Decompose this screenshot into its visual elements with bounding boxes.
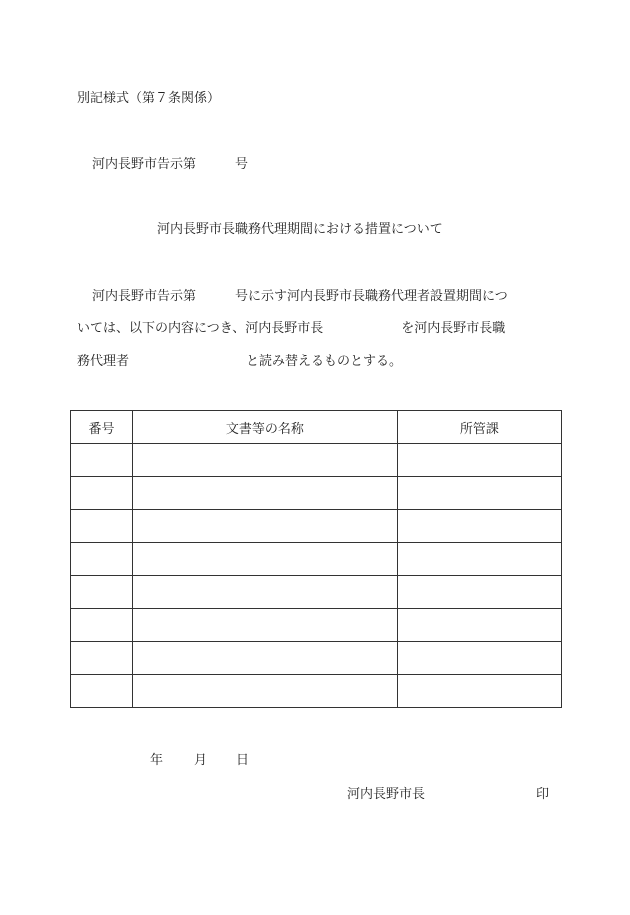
table-cell-document-name <box>133 609 398 642</box>
table-row <box>71 477 562 510</box>
table-header-row <box>71 411 562 444</box>
document-title: 河内長野市長職務代理期間における措置について <box>157 222 443 237</box>
table-cell-department <box>397 444 561 477</box>
table-cell-department <box>397 609 561 642</box>
table-cell-number <box>71 510 133 543</box>
table-cell-document-name <box>133 675 398 708</box>
document-list-table <box>70 410 562 708</box>
date-month-label: 月 <box>194 753 208 768</box>
table-cell-number <box>71 675 133 708</box>
table-row <box>71 576 562 609</box>
table-cell-department <box>397 576 561 609</box>
table-cell-department <box>397 675 561 708</box>
table-row <box>71 510 562 543</box>
table-cell-document-name <box>133 543 398 576</box>
table-cell-document-name <box>133 444 398 477</box>
table-row <box>71 444 562 477</box>
table-row <box>71 609 562 642</box>
mayor-signature-label: 河内長野市長 <box>347 787 426 802</box>
table-cell-number <box>71 543 133 576</box>
table-cell-number <box>71 444 133 477</box>
table-cell-number <box>71 576 133 609</box>
date-day-label: 日 <box>236 753 250 768</box>
body-text-line: 務代理者 と読み替えるものとする。 <box>77 354 403 369</box>
date-year-label: 年 <box>150 753 164 768</box>
table-cell-number <box>71 609 133 642</box>
column-header-department: 所管課 <box>397 411 561 444</box>
body-text-line: 河内長野市告示第 号に示す河内長野市長職務代理者設置期間につ <box>92 289 508 304</box>
form-label: 別記様式（第７条関係） <box>77 91 221 106</box>
column-header-number: 番号 <box>71 411 133 444</box>
table-cell-document-name <box>133 642 398 675</box>
body-text-line: いては、以下の内容につき、河内長野市長 を河内長野市長職 <box>77 321 506 336</box>
seal-label: 印 <box>536 787 550 802</box>
table-cell-number <box>71 642 133 675</box>
table-cell-department <box>397 510 561 543</box>
table-cell-number <box>71 477 133 510</box>
table-cell-department <box>397 543 561 576</box>
table-row <box>71 675 562 708</box>
table-cell-document-name <box>133 576 398 609</box>
table-cell-document-name <box>133 477 398 510</box>
table-row <box>71 642 562 675</box>
table-cell-document-name <box>133 510 398 543</box>
table-cell-department <box>397 477 561 510</box>
table-cell-department <box>397 642 561 675</box>
column-header-document-name: 文書等の名称 <box>133 411 398 444</box>
table-row <box>71 543 562 576</box>
notice-number: 河内長野市告示第 号 <box>92 157 249 172</box>
